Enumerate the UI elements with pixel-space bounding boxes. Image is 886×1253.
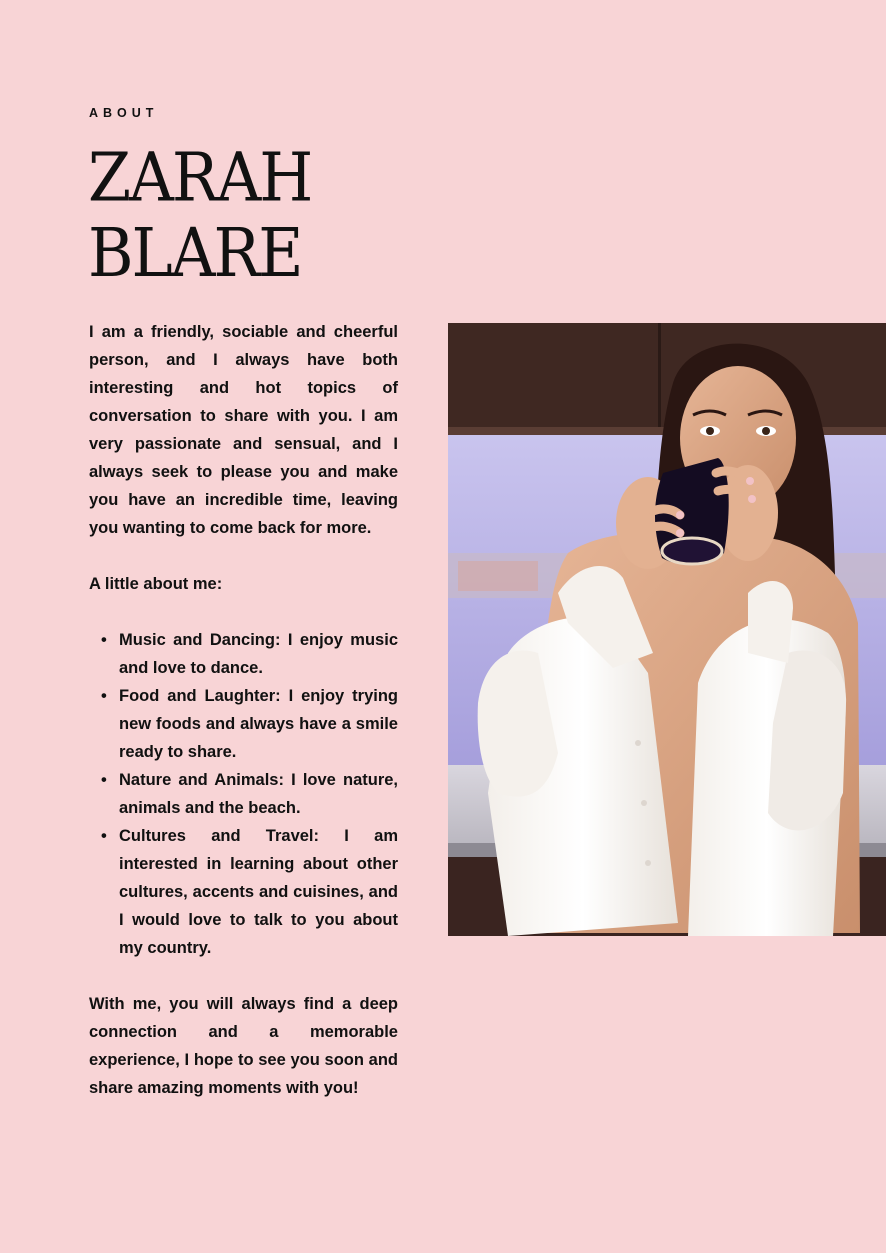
bullet-icon: • <box>101 827 107 845</box>
list-item <box>89 822 398 962</box>
list-item-text: Cultures and Travel: I am interested in learning about other cultures, accents and cuisines, and I would love to talk to you about my country. <box>119 827 398 957</box>
photo-illustration <box>448 323 886 936</box>
bullet-icon: • <box>101 631 107 649</box>
name-line-first: ZARAH <box>88 137 312 217</box>
list-item-text: Music and Dancing: I enjoy music and love to dance. <box>119 631 398 677</box>
list-item <box>89 766 398 822</box>
about-text-column <box>89 318 398 1102</box>
intro-paragraph: I am a friendly, sociable and cheerful person, and I always have both interesting and hot topics of conversation to share with you. I am very passionate and sensual, and I always seek to please you and make you have an incredible time, leaving you wanting to come back for more. <box>89 323 398 537</box>
list-item <box>89 626 398 682</box>
bullet-icon: • <box>101 771 107 789</box>
list-heading: A little about me: <box>89 575 223 593</box>
list-item-text: Nature and Animals: I love nature, animals and the beach. <box>119 771 398 817</box>
closing-paragraph: With me, you will always find a deep connection and a memorable experience, I hope to see you soon and share amazing moments with you! <box>89 995 398 1097</box>
bullet-icon: • <box>101 687 107 705</box>
list-item-text: Food and Laughter: I enjoy trying new foods and always have a smile ready to share. <box>119 687 398 761</box>
list-item <box>89 682 398 766</box>
name-line-last: BLARE <box>88 213 302 293</box>
section-eyebrow: ABOUT <box>89 106 159 120</box>
model-name-heading <box>88 137 312 293</box>
profile-photo <box>448 323 886 936</box>
interests-list <box>89 626 398 962</box>
